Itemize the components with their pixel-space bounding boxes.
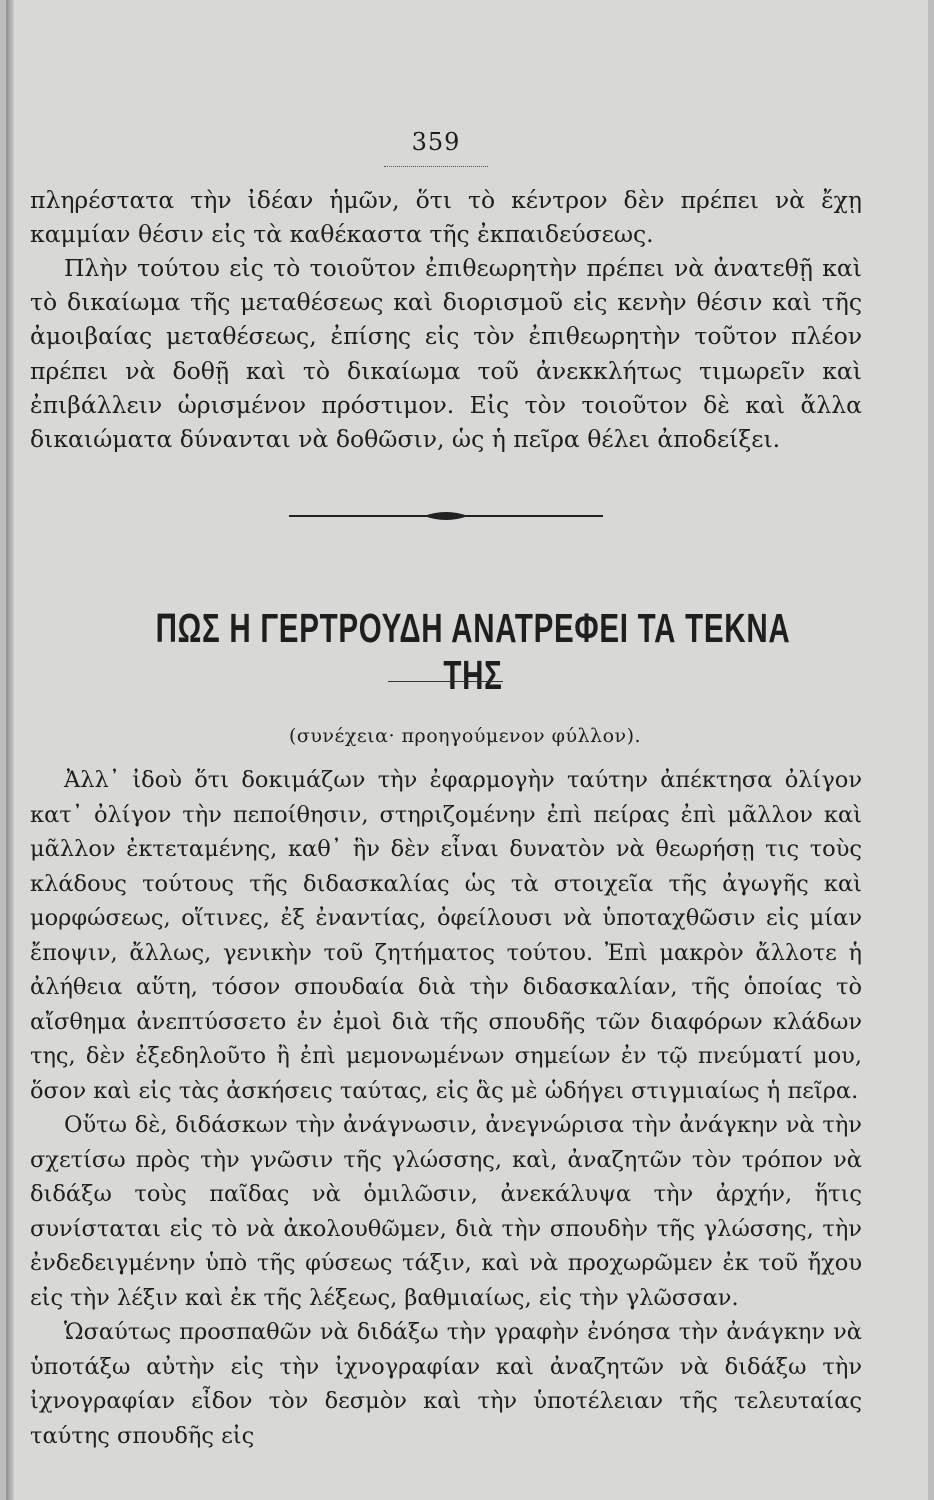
- page-number-rule: [384, 166, 488, 167]
- body-paragraph-3: Ὡσαύτως προσπαθῶν νὰ διδάξω τὴν γραφὴν ἐνόησα τὴν ἀνάγκην νὰ ὑποτάξω αὐτὴν εἰς τὴν ἰχνογραφίαν καὶ ἀναζητῶν νὰ διδάξω τὴν ἰχνογραφίαν εἶδον τὸν δεσμὸν καὶ τὴν ὑποτέλειαν τῆς τελευταίας ταύτης σπουδῆς εἰς: [30, 1319, 862, 1449]
- page-number: 359: [411, 128, 461, 156]
- book-page: [6, 0, 928, 1500]
- body-paragraph-2: Οὕτω δὲ, διδάσκων τὴν ἀνάγνωσιν, ἀνεγνώρισα τὴν ἀνάγκην νὰ τὴν σχετίσω πρὸς τὴν γνῶσιν τῆς γλώσσης, καὶ, ἀναζητῶν τὸν τρόπον νὰ διδάξω τοὺς παῖδας νὰ ὁμιλῶσιν, ἀνεκάλυψα τὴν ἀρχήν, ἥτις συνίσταται εἰς τὸ νὰ ἀκολουθῶμεν, διὰ τὴν σπουδὴν τῆς γλώσσης, τὴν ἐνδεδειγμένην ὑπὸ τῆς φύσεως τάξιν, καὶ νὰ προχωρῶμεν ἐκ τοῦ ἤχου εἰς τὴν λέξιν καὶ ἐκ τῆς λέξεως, βαθμιαίως, εἰς τὴν γλῶσσαν.: [30, 1112, 862, 1311]
- body-paragraph-1: Ἀλλ᾽ ἰδοὺ ὅτι δοκιμάζων τὴν ἐφαρμογὴν ταύτην ἀπέκτησα ὀλίγον κατ᾽ ὀλίγον τὴν πεποίθησιν, στηριζομένην ἐπὶ πείρας ἐπὶ μᾶλλον καὶ μᾶλλον ἐκτεταμένης, καθ᾽ ἣν δὲν εἶναι δυνατὸν νὰ θεωρήσῃ τις τοὺς κλάδους τούτους τῆς διδασκαλίας ὡς τὰ στοιχεῖα τῆς ἀγωγῆς καὶ μορφώσεως, οἵτινες, ἐξ ἐναντίας, ὀφείλουσι νὰ ὑποταχθῶσιν εἰς μίαν ἔποψιν, ἄλλως, γενικὴν τοῦ ζητήματος τούτου. Ἐπὶ μακρὸν ἄλλοτε ἡ ἀλήθεια αὕτη, τόσον σπουδαία διὰ τὴν διδασκαλίαν, τῆς ὁποίας τὸ αἴσθημα ἀνεπτύσσετο ἐν ἐμοὶ διὰ τῆς σπουδῆς τῶν διαφόρων κλάδων της, δὲν ἐξεδηλοῦτο ἢ ἐπὶ μεμονωμένων σημείων ἐν τῷ πνεύματί μου, ὅσον καὶ εἰς τὰς ἀσκήσεις ταύτας, εἰς ἃς μὲ ὡδήγει στιγμιαίως ἡ πεῖρα.: [30, 767, 862, 1104]
- intro-paragraph-2: Πλὴν τούτου εἰς τὸ τοιοῦτον ἐπιθεωρητὴν πρέπει νὰ ἀνατεθῇ καὶ τὸ δικαίωμα τῆς μεταθέσεως καὶ διορισμοῦ εἰς κενὴν θέσιν καὶ τῆς ἀμοιβαίας μεταθέσεως, ἐπίσης εἰς τὸν ἐπιθεωρητὴν τοῦτον πλέον πρέπει νὰ δοθῇ καὶ τὸ δικαίωμα τοῦ ἀνεκκλήτως τιμωρεῖν καὶ ἐπιβάλλειν ὡρισμένον πρόστιμον. Εἰς τὸν τοιοῦτον δὲ καὶ ἄλλα δικαιώματα δύνανται νὰ δοθῶσιν, ὡς ἡ πεῖρα θέλει ἀποδείξει.: [30, 254, 862, 454]
- section-divider-ornament: [289, 506, 603, 526]
- article-title: ΠΩΣ Η ΓΕΡΤΡΟΥΔΗ ΑΝΑΤΡΕΦΕΙ ΤΑ ΤΕΚΝΑ ΤΗΣ: [155, 605, 791, 698]
- intro-paragraph-1: πληρέστατα τὴν ἰδέαν ἡμῶν, ὅτι τὸ κέντρον δὲν πρέπει νὰ ἔχῃ καμμίαν θέσιν εἰς τὰ καθέκαστα τῆς ἐκπαιδεύσεως.: [30, 186, 862, 249]
- continued-note: (συνέχεια· προηγούμενον φύλλον).: [289, 725, 642, 747]
- page-binding-edge: [6, 0, 14, 1500]
- title-rule: [388, 681, 503, 682]
